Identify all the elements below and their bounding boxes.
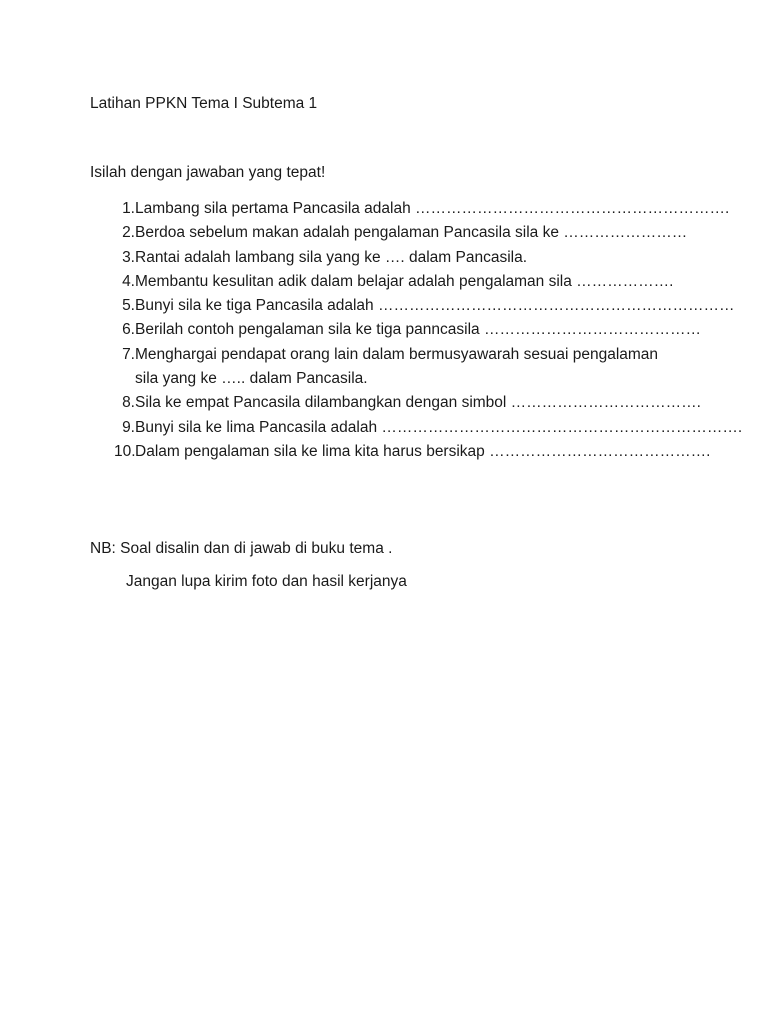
question-text-line-1: Menghargai pendapat orang lain dalam bermusyawarah sesuai pengalaman [135, 345, 659, 363]
question-text: Bunyi sila ke lima Pancasila adalah ……………………………………………………………. [135, 418, 743, 436]
question-item [90, 318, 701, 342]
question-text: Dalam pengalaman sila ke lima kita harus bersikap ……………………………………. [135, 442, 711, 460]
note-text: NB: Soal disalin dan di jawab di buku tema . [90, 540, 393, 557]
question-text: Bunyi sila ke tiga Pancasila adalah …………………………………………………………… [135, 297, 735, 315]
question-number: 6. [122, 321, 135, 339]
note-text-line-2: Jangan lupa kirim foto dan hasil kerjanya [126, 573, 407, 590]
question-number: 7. [122, 345, 135, 363]
question-number: 9. [122, 418, 135, 436]
question-item [90, 197, 730, 221]
question-text: Lambang sila pertama Pancasila adalah ……………………………………………………. [135, 200, 730, 217]
question-text [135, 343, 690, 392]
question-text: Sila ke empat Pancasila dilambangkan dengan simbol ………………………………. [135, 394, 701, 412]
question-number: 2. [122, 224, 135, 242]
question-item [90, 294, 735, 318]
question-item [90, 440, 711, 464]
question-text: Membantu kesulitan adik dalam belajar adalah pengalaman sila ………………. [135, 272, 674, 290]
question-item [90, 221, 690, 245]
question-item [90, 246, 690, 270]
question-number: 8. [122, 394, 135, 412]
question-item [90, 270, 690, 294]
question-text: Berilah contoh pengalaman sila ke tiga panncasila …………………………………… [135, 321, 701, 339]
question-item [90, 416, 743, 440]
question-number: 3. [122, 248, 135, 266]
question-text-line-2: sila yang ke ….. dalam Pancasila. [135, 370, 368, 388]
question-text: Rantai adalah lambang sila yang ke …. dalam Pancasila. [135, 248, 528, 266]
question-text: Berdoa sebelum makan adalah pengalaman Pancasila sila ke …………………… [135, 224, 688, 242]
question-number: 10. [114, 442, 136, 460]
question-item [90, 391, 701, 415]
question-number: 5. [122, 297, 135, 315]
question-item [90, 343, 690, 392]
question-list [90, 197, 743, 464]
instruction-text: Isilah dengan jawaban yang tepat! [90, 164, 326, 181]
question-number: 4. [122, 272, 135, 290]
question-number: 1. [122, 200, 135, 217]
document-title: Latihan PPKN Tema I Subtema 1 [90, 95, 318, 112]
